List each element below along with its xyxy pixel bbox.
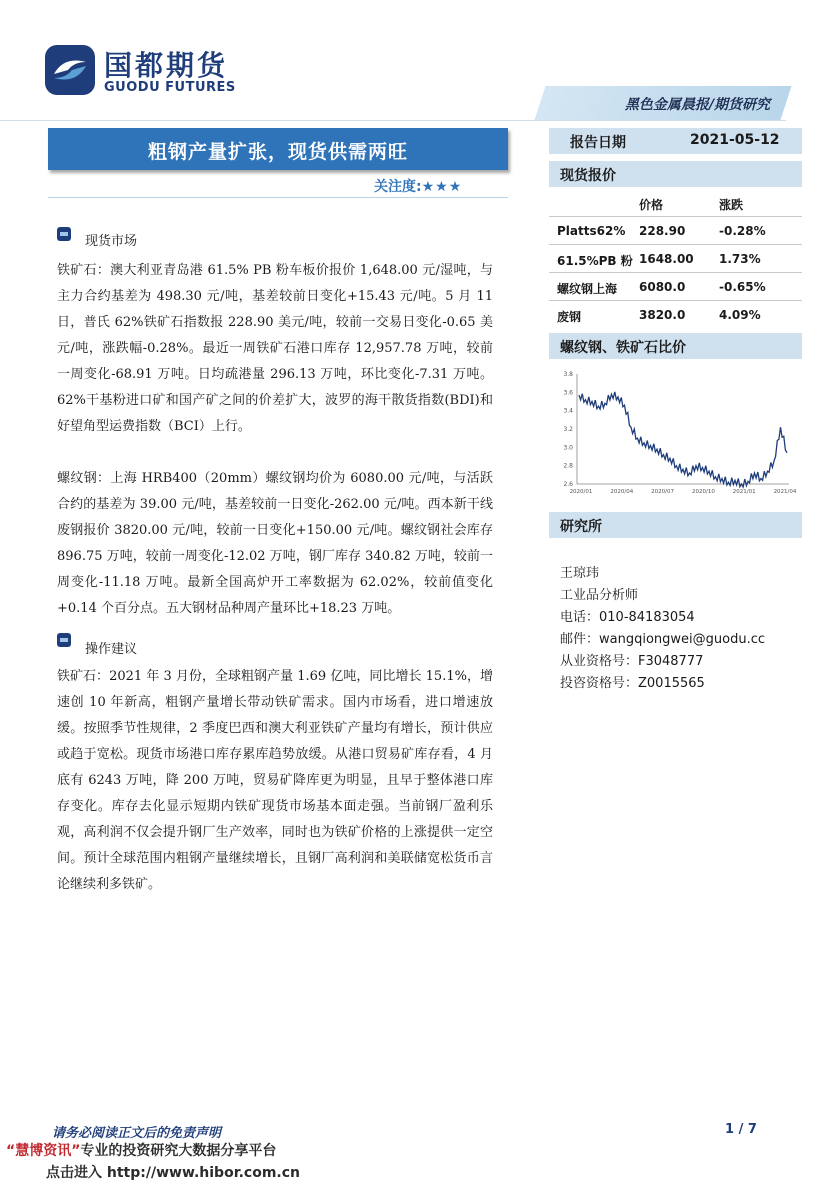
section-title-operation: 操作建议 xyxy=(85,642,138,657)
row-name: Platts62% xyxy=(557,224,626,238)
row-price: 228.90 xyxy=(639,224,686,238)
logo-text: 国都期货 xyxy=(104,49,229,82)
table-divider xyxy=(549,244,802,245)
focus-rating xyxy=(374,176,462,196)
analyst-title: 工业品分析师 xyxy=(560,588,639,603)
x-tick-label: 2021/01 xyxy=(732,489,756,495)
page-title: 粗钢产量扩张，现货供需两旺 xyxy=(147,141,408,163)
section-bullet-icon xyxy=(57,632,71,646)
row-change: -0.28% xyxy=(719,224,766,238)
y-tick-label: 2.6 xyxy=(563,481,573,488)
report-date-value: 2021-05-12 xyxy=(690,132,780,148)
table-divider xyxy=(549,272,802,273)
series-line xyxy=(579,392,787,487)
star-icon: ★★★ xyxy=(421,179,463,195)
y-tick-label: 3.8 xyxy=(563,371,573,378)
row-change: -0.65% xyxy=(719,280,766,294)
x-tick-label: 2021/04 xyxy=(773,489,797,495)
ratio-chart-svg xyxy=(549,366,802,498)
page-number: 1 / 7 xyxy=(725,1122,757,1137)
institute-title: 研究所 xyxy=(560,519,602,535)
table-divider xyxy=(549,300,802,301)
header-price: 价格 xyxy=(639,198,664,212)
row-name: 螺纹钢上海 xyxy=(557,282,618,296)
paragraph-rebar: 螺纹钢：上海 HRB400（20mm）螺纹钢均价为 6080.00 元/吨，与活跃合约的基差为 39.00 元/吨，基差较前一日变化-262.00 元/吨。西本新干线废钢报价 3820.00 元/吨，较前一日变化+150.00 元/吨。螺纹钢社会库存 896.75 万吨，较前一周变化-12.02 万吨，钢厂库存 340.82 万吨，较前一周变化-11.18 万吨。最新全国高炉开工率数据为 62.02%，较前值变化+0.14 个百分点。五大钢材品种周产量环比+18.23 万吨。 xyxy=(57,471,493,616)
ratio-chart xyxy=(549,366,802,498)
analyst-phone: 电话：010-84183054 xyxy=(560,610,695,625)
x-tick-label: 2020/07 xyxy=(651,489,675,495)
y-tick-label: 3.6 xyxy=(563,389,573,397)
analyst-license: 从业资格号：F3048777 xyxy=(560,654,704,669)
x-tick-label: 2020/04 xyxy=(610,489,634,495)
section-bullet-icon xyxy=(57,226,71,240)
row-price: 1648.00 xyxy=(639,252,694,266)
title-divider xyxy=(48,197,508,198)
row-change: 1.73% xyxy=(719,252,761,266)
y-tick-label: 3.4 xyxy=(563,407,573,415)
table-divider xyxy=(549,216,802,217)
logo-mark xyxy=(44,44,96,96)
y-tick-label: 2.8 xyxy=(563,462,573,470)
row-name: 废钢 xyxy=(557,310,582,324)
analyst-name: 王琼玮 xyxy=(560,566,600,581)
focus-label: 关注度: xyxy=(374,179,422,195)
footer-link[interactable]: 点击进入 http://www.hibor.com.cn xyxy=(46,1165,301,1181)
report-type: 黑色金属晨报/期货研究 xyxy=(624,97,770,113)
row-change: 4.09% xyxy=(719,308,761,322)
footer-brand: “慧博资讯” xyxy=(6,1143,81,1159)
footer-tagline-text: 专业的投资研究大数据分享平台 xyxy=(80,1143,277,1159)
disclaimer: 请务必阅读正文后的免责声明 xyxy=(52,1126,222,1141)
header-change: 涨跌 xyxy=(719,198,744,212)
paragraph-iron-ore: 铁矿石：澳大利亚青岛港 61.5% PB 粉车板价报价 1,648.00 元/湿吨，与主力合约基差为 498.30 元/吨，基差较前日变化+15.43 元/吨。5 月 11 日，普氏 62%铁矿石指数报 228.90 美元/吨，较前一交易日变化-0.65 美元/吨，涨跌幅-0.28%。最近一周铁矿石港口库存 12,957.78 万吨，较前一周变化-68.91 万吨。日均疏港量 296.13 万吨，环比变化-7.31 万吨。62%干基粉进口矿和国产矿之间的价差扩大，波罗的海干散货指数(BDI)和好望角型运费指数（BCI）上行。 xyxy=(57,263,493,434)
row-name: 61.5%PB 粉 xyxy=(557,254,633,268)
report-date-label: 报告日期 xyxy=(570,135,626,151)
header-divider xyxy=(0,120,786,121)
analyst-email: 邮件：wangqiongwei@guodu.cc xyxy=(560,632,766,647)
ratio-chart-title: 螺纹钢、铁矿石比价 xyxy=(560,340,686,356)
row-price: 6080.0 xyxy=(639,280,686,294)
y-tick-label: 3.2 xyxy=(563,426,573,433)
y-tick-label: 3.0 xyxy=(563,444,573,452)
x-tick-label: 2020/01 xyxy=(569,489,593,495)
analyst-license: 投咨资格号：Z0015565 xyxy=(560,676,705,691)
row-price: 3820.0 xyxy=(639,308,686,322)
footer-tagline xyxy=(6,1140,276,1160)
section-title-spot-market: 现货市场 xyxy=(85,234,138,249)
paragraph-operation: 铁矿石：2021 年 3 月份，全球粗钢产量 1.69 亿吨，同比增长 15.1%，增速创 10 年新高，粗钢产量增长带动铁矿需求。国内市场看，进口增速放缓。按照季节性规律，2 季度巴西和澳大利亚铁矿产量均有增长，预计供应或趋于宽松。现货市场港口库存累库趋势放缓。从港口贸易矿库存看，4 月底有 6243 万吨，降 200 万吨，贸易矿降库更为明显，且早于整体港口库存变化。库存去化显示短期内铁矿现货市场基本面走强。当前钢厂盈利乐观，高利润不仅会提升钢厂生产效率，同时也为铁矿价格的上涨提供一定空间。预计全球范围内粗钢产量继续增长，且钢厂高利润和美联储宽松货币言论继续利多铁矿。 xyxy=(57,669,493,892)
spot-price-title: 现货报价 xyxy=(560,168,616,184)
logo-subtext: GUODU FUTURES xyxy=(104,80,236,95)
x-tick-label: 2020/10 xyxy=(691,489,715,495)
